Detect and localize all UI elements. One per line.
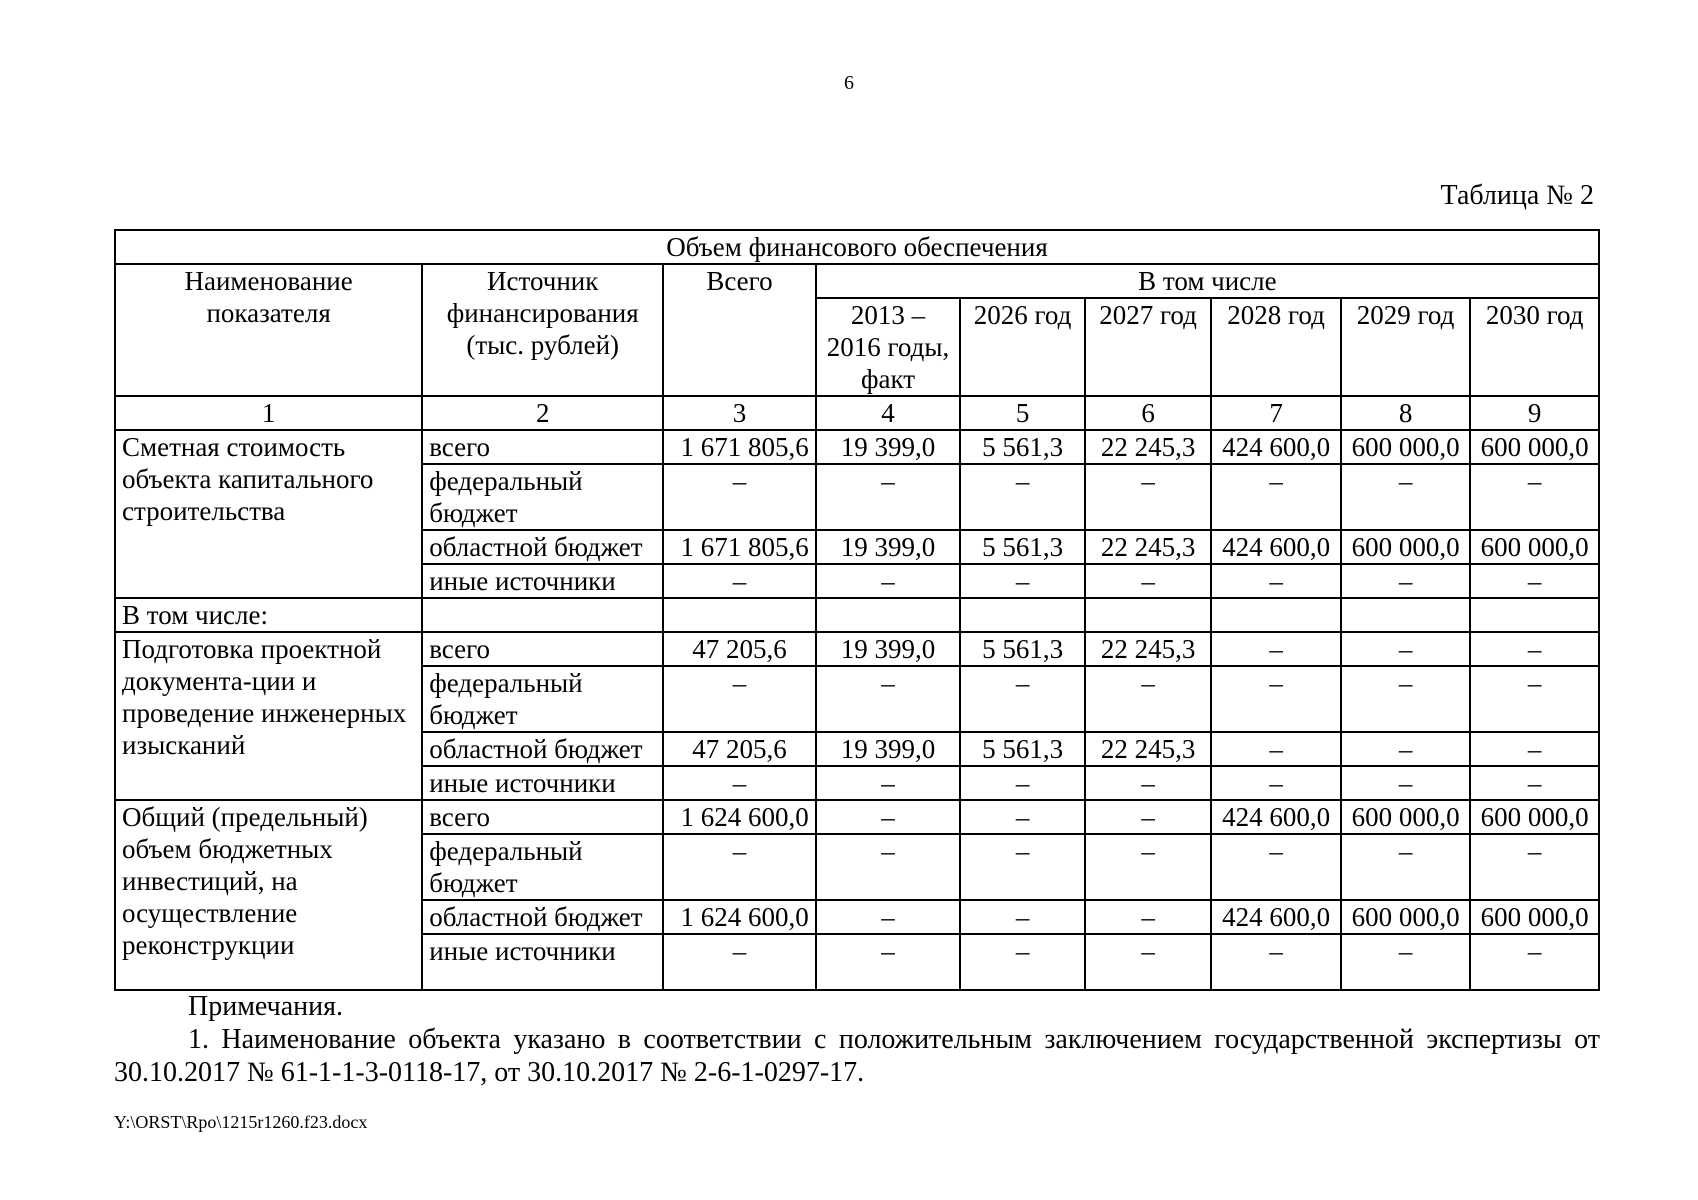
footer-file-path: Y:\ORST\Rpo\1215r1260.f23.docx [114, 1112, 368, 1132]
value-cell: – [960, 934, 1084, 990]
source-cell: всего [422, 632, 663, 666]
value-cell: 1 624 600,0 [663, 900, 816, 934]
value-cell: – [1470, 632, 1599, 666]
value-cell: – [1470, 834, 1599, 900]
column-number: 3 [663, 396, 816, 430]
indicator-name: Подготовка проектной документа-ции и проведение инженерных изысканий [115, 632, 422, 800]
value-cell: – [1211, 666, 1341, 732]
value-cell: – [1211, 564, 1341, 598]
notes-heading: Примечания. [188, 991, 344, 1022]
value-cell: – [1211, 766, 1341, 800]
value-cell: 600 000,0 [1341, 430, 1471, 464]
subheading-cell: В том числе: [115, 598, 422, 632]
value-cell: – [663, 834, 816, 900]
value-cell: 19 399,0 [816, 632, 961, 666]
value-cell: 5 561,3 [960, 430, 1084, 464]
table-row [115, 598, 1599, 632]
source-cell: иные источники [422, 934, 663, 990]
value-cell: – [816, 900, 961, 934]
value-cell: 19 399,0 [816, 430, 961, 464]
indicator-name: Общий (предельный) объем бюджетных инвестиций, на осуществление реконструкции [115, 800, 422, 990]
header-year: 2013 – 2016 годы, факт [816, 298, 961, 396]
value-cell: – [960, 900, 1084, 934]
value-cell: – [663, 766, 816, 800]
source-cell: всего [422, 430, 663, 464]
value-cell: – [960, 464, 1084, 530]
note-item: 1. Наименование объекта указано в соответствии с положительным заключением государственной экспертизы от 30.10.2017 № 61-1-1-3-0118-17, от 30.10.2017 № 2-6-1-0297-17. [114, 1024, 1600, 1088]
column-number: 6 [1085, 396, 1212, 430]
value-cell: – [663, 934, 816, 990]
value-cell: 424 600,0 [1211, 530, 1341, 564]
value-cell: – [960, 834, 1084, 900]
value-cell: – [816, 934, 961, 990]
value-cell: – [816, 564, 961, 598]
value-cell: – [663, 464, 816, 530]
source-cell: иные источники [422, 564, 663, 598]
value-cell: 19 399,0 [816, 530, 961, 564]
value-cell: 600 000,0 [1470, 530, 1599, 564]
header-year: 2027 год [1085, 298, 1212, 396]
value-cell: 19 399,0 [816, 732, 961, 766]
source-cell: областной бюджет [422, 900, 663, 934]
source-cell: федеральный бюджет [422, 464, 663, 530]
value-cell: – [1341, 666, 1471, 732]
value-cell: 600 000,0 [1341, 800, 1471, 834]
value-cell: 1 671 805,6 [663, 530, 816, 564]
value-cell: 424 600,0 [1211, 800, 1341, 834]
value-cell: 22 245,3 [1085, 632, 1212, 666]
value-cell: – [1085, 900, 1212, 934]
value-cell: – [1211, 632, 1341, 666]
value-cell: – [816, 800, 961, 834]
header-including: В том числе [816, 264, 1599, 298]
header-name: Наименование показателя [115, 264, 422, 396]
value-cell: – [960, 800, 1084, 834]
column-number: 8 [1341, 396, 1471, 430]
value-cell: 600 000,0 [1470, 430, 1599, 464]
value-cell: 47 205,6 [663, 732, 816, 766]
value-cell: – [1211, 834, 1341, 900]
table-row [115, 632, 1599, 666]
value-cell: – [1470, 666, 1599, 732]
value-cell: – [663, 564, 816, 598]
value-cell: – [1085, 464, 1212, 530]
value-cell: – [1470, 934, 1599, 990]
value-cell: – [1085, 666, 1212, 732]
value-cell: – [1470, 464, 1599, 530]
value-cell: – [1341, 934, 1471, 990]
value-cell: – [1470, 732, 1599, 766]
source-cell: областной бюджет [422, 732, 663, 766]
table-title: Объем финансового обеспечения [115, 230, 1599, 264]
source-cell: федеральный бюджет [422, 834, 663, 900]
value-cell: – [816, 766, 961, 800]
header-total: Всего [663, 264, 816, 396]
value-cell: – [1211, 464, 1341, 530]
value-cell: 600 000,0 [1470, 800, 1599, 834]
notes-section [114, 990, 1600, 1089]
column-number: 5 [960, 396, 1084, 430]
financing-table [114, 229, 1600, 991]
value-cell: – [1341, 464, 1471, 530]
table-row [115, 430, 1599, 464]
header-source: Источник финансирования (тыс. рублей) [422, 264, 663, 396]
value-cell: – [1085, 564, 1212, 598]
value-cell: 1 671 805,6 [663, 430, 816, 464]
column-number: 2 [422, 396, 663, 430]
value-cell: 22 245,3 [1085, 530, 1212, 564]
header-year: 2028 год [1211, 298, 1341, 396]
column-number: 1 [115, 396, 422, 430]
value-cell: – [1341, 632, 1471, 666]
value-cell: – [1085, 766, 1212, 800]
value-cell: – [1211, 732, 1341, 766]
page-number: 6 [844, 72, 854, 94]
value-cell: – [663, 666, 816, 732]
table-caption: Таблица № 2 [1440, 180, 1594, 211]
value-cell: – [1470, 564, 1599, 598]
source-cell: областной бюджет [422, 530, 663, 564]
value-cell: 600 000,0 [1470, 900, 1599, 934]
source-cell: всего [422, 800, 663, 834]
value-cell: – [960, 666, 1084, 732]
header-year: 2029 год [1341, 298, 1471, 396]
value-cell: 600 000,0 [1341, 900, 1471, 934]
value-cell: – [1211, 934, 1341, 990]
value-cell: 5 561,3 [960, 530, 1084, 564]
source-cell: иные источники [422, 766, 663, 800]
header-year: 2030 год [1470, 298, 1599, 396]
value-cell: 424 600,0 [1211, 430, 1341, 464]
header-year: 2026 год [960, 298, 1084, 396]
value-cell: – [1085, 800, 1212, 834]
value-cell: 1 624 600,0 [663, 800, 816, 834]
value-cell: 5 561,3 [960, 632, 1084, 666]
value-cell: – [816, 666, 961, 732]
value-cell: – [816, 464, 961, 530]
value-cell: – [1341, 564, 1471, 598]
indicator-name: Сметная стоимость объекта капитального строительства [115, 430, 422, 598]
column-number: 4 [816, 396, 961, 430]
value-cell: 47 205,6 [663, 632, 816, 666]
column-number: 7 [1211, 396, 1341, 430]
value-cell: – [960, 766, 1084, 800]
value-cell: 424 600,0 [1211, 900, 1341, 934]
value-cell: – [816, 834, 961, 900]
value-cell: 22 245,3 [1085, 732, 1212, 766]
value-cell: – [960, 564, 1084, 598]
value-cell: – [1085, 934, 1212, 990]
source-cell: федеральный бюджет [422, 666, 663, 732]
value-cell: 600 000,0 [1341, 530, 1471, 564]
value-cell: – [1341, 732, 1471, 766]
value-cell: – [1341, 834, 1471, 900]
value-cell: – [1470, 766, 1599, 800]
value-cell: 22 245,3 [1085, 430, 1212, 464]
column-number: 9 [1470, 396, 1599, 430]
value-cell: 5 561,3 [960, 732, 1084, 766]
value-cell: – [1341, 766, 1471, 800]
value-cell: – [1085, 834, 1212, 900]
table-row [115, 800, 1599, 834]
